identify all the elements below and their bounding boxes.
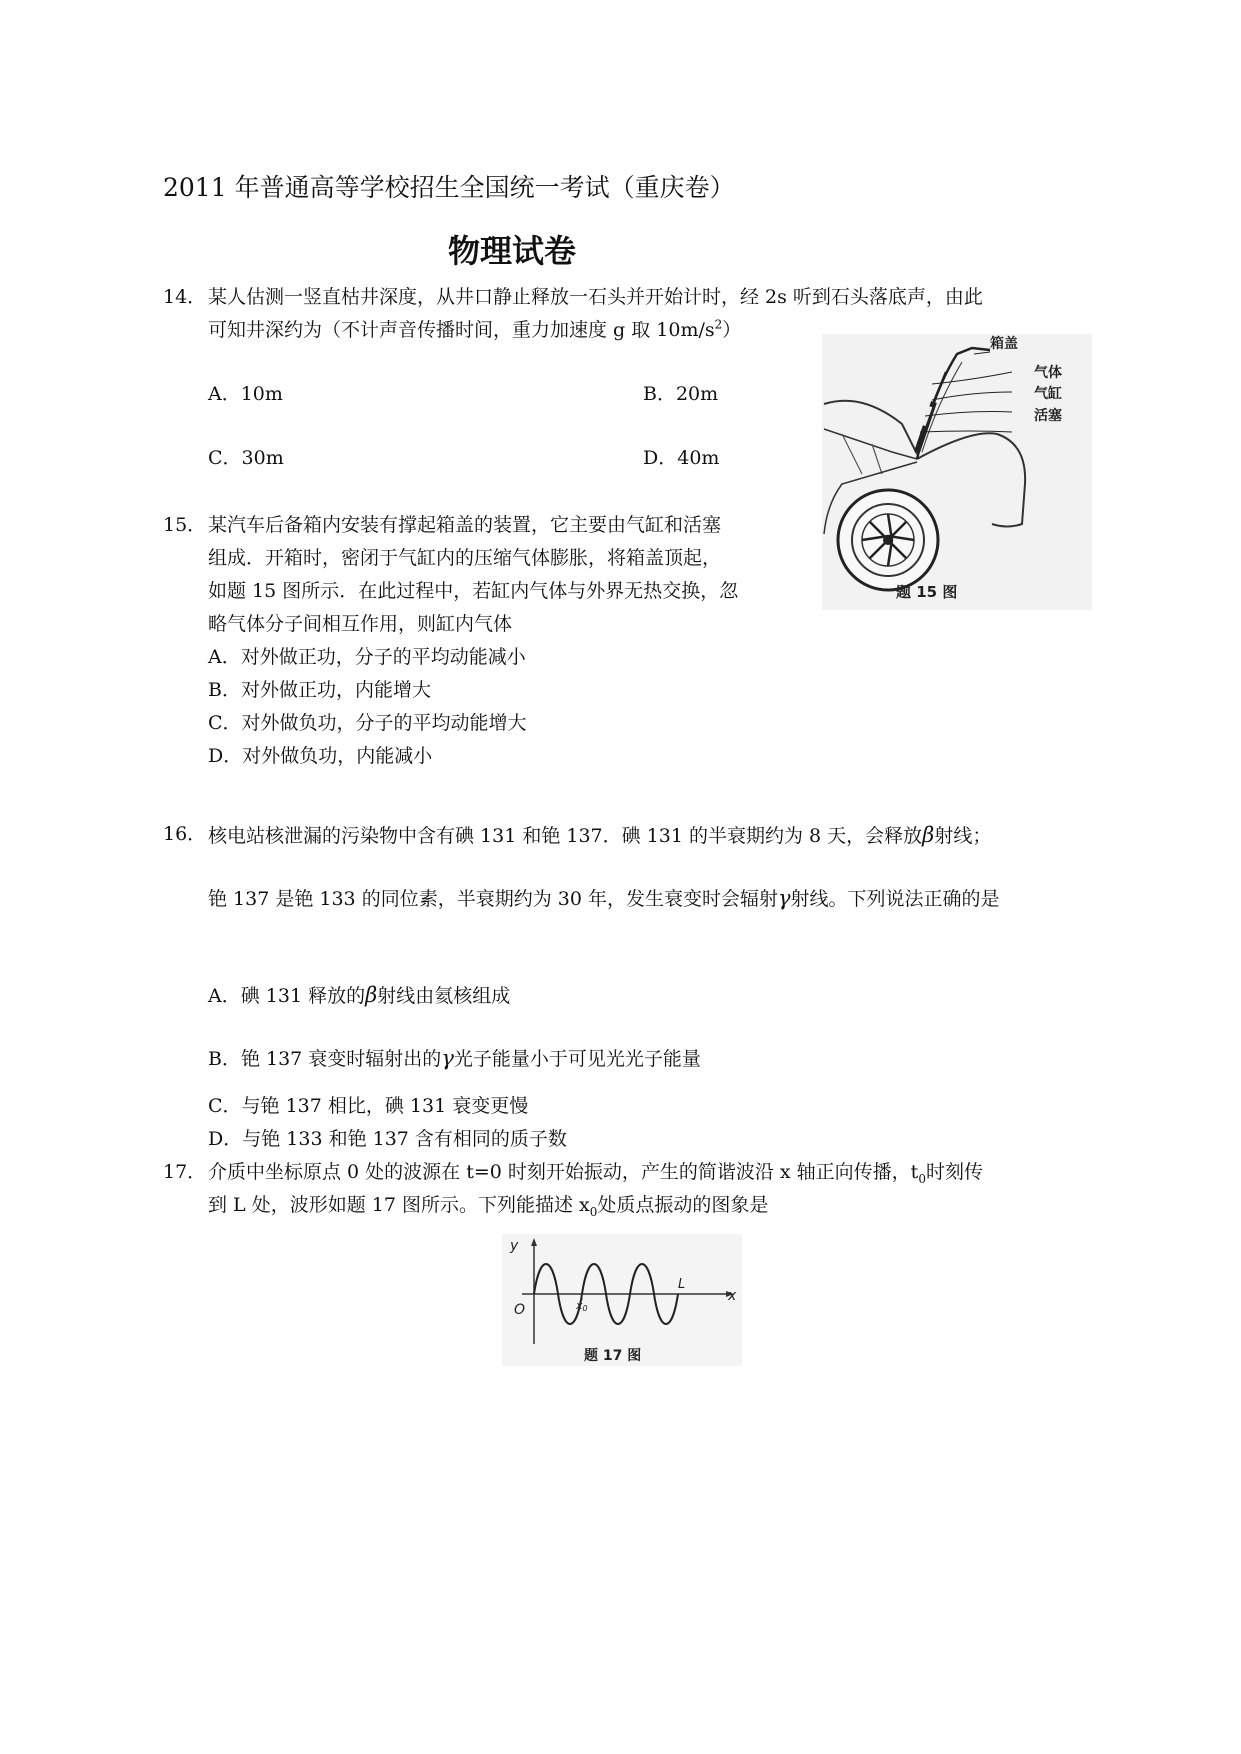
- q17-line2-end: 处质点振动的图象是: [597, 1194, 769, 1216]
- q14-option-b[interactable]: B．20m: [643, 383, 719, 405]
- figure-15-caption: 题 15 图: [896, 583, 958, 601]
- q16-line2: [208, 888, 1000, 909]
- figure-15-label-lid: 箱盖: [990, 336, 1018, 352]
- exam-title: 2011 年普通高等学校招生全国统一考试（重庆卷）: [163, 173, 735, 202]
- q16-line1-end: 射线；: [934, 825, 992, 847]
- q16-number: 16．: [163, 823, 207, 845]
- subject-title: 物理试卷: [448, 232, 577, 270]
- q16-option-a-end: 射线由氦核组成: [377, 985, 511, 1007]
- figure-17-drawing: [502, 1234, 742, 1366]
- q15-line3: 如题 15 图所示．在此过程中，若缸内气体与外界无热交换，忽: [208, 580, 739, 602]
- q15-option-b[interactable]: B．对外做正功，内能增大: [208, 679, 431, 701]
- q16-option-a[interactable]: [208, 985, 510, 1006]
- q17-line1-end: 时刻传: [925, 1161, 983, 1183]
- q15-option-a[interactable]: A．对外做正功，分子的平均动能减小: [208, 646, 526, 668]
- q14-option-c[interactable]: C．30m: [208, 447, 284, 469]
- figure-15-car-trunk: [822, 334, 1092, 610]
- q17-line2-subscript: 0: [589, 1204, 598, 1219]
- figure-17-wave: [502, 1234, 742, 1366]
- q16-option-b[interactable]: [208, 1048, 701, 1069]
- gamma-symbol: γ: [777, 886, 791, 910]
- q15-number: 15．: [163, 514, 207, 536]
- q14-option-d[interactable]: D．40m: [643, 447, 720, 469]
- figure-17-x0-subscript: 0: [582, 1304, 588, 1313]
- q15-option-d[interactable]: D．对外做负功，内能减小: [208, 745, 433, 767]
- figure-15-label-piston: 活塞: [1034, 408, 1062, 424]
- q14-line1: 某人估测一竖直枯井深度，从井口静止释放一石头并开始计时，经 2s 听到石头落底声，由此: [208, 286, 983, 308]
- beta-symbol: β: [922, 823, 935, 847]
- q17-line2: [208, 1194, 769, 1219]
- q17-number: 17．: [163, 1161, 207, 1183]
- figure-15-label-cylinder: 气缸: [1034, 386, 1062, 402]
- q16-option-d[interactable]: D．与铯 133 和铯 137 含有相同的质子数: [208, 1128, 567, 1150]
- q17-line1-subscript: 0: [918, 1171, 926, 1186]
- q14-line2-text: 可知井深约为（不计声音传播时间，重力加速度 g 取 10m/s: [208, 319, 715, 341]
- q16-line1-text: 核电站核泄漏的污染物中含有碘 131 和铯 137．碘 131 的半衰期约为 8 天，会释放: [208, 825, 923, 847]
- q16-line1: [208, 825, 991, 846]
- q15-option-c[interactable]: C．对外做负功，分子的平均动能增大: [208, 712, 527, 734]
- figure-17-x0-letter: x: [576, 1299, 583, 1312]
- figure-17-y-label: y: [510, 1238, 519, 1254]
- q17-line1-text: 介质中坐标原点 0 处的波源在 t=0 时刻开始振动，产生的简谐波沿 x 轴正向传播，t: [208, 1161, 919, 1183]
- figure-15-label-gas: 气体: [1034, 365, 1062, 381]
- q15-line1: 某汽车后备箱内安装有撑起箱盖的装置，它主要由气缸和活塞: [208, 514, 722, 536]
- q14-line2-end: ）: [722, 319, 742, 341]
- q14-option-a[interactable]: A．10m: [208, 383, 283, 405]
- beta-symbol: β: [365, 983, 378, 1007]
- q16-line2-end: 射线。下列说法正确的是: [790, 888, 1000, 910]
- figure-15-drawing: [822, 334, 1092, 610]
- q16-option-a-text: A．碘 131 释放的: [208, 985, 366, 1007]
- q16-option-b-text: B．铯 137 衰变时辐射出的: [208, 1048, 442, 1070]
- figure-17-caption: 题 17 图: [584, 1348, 642, 1364]
- q15-line4: 略气体分子间相互作用，则缸内气体: [208, 613, 513, 635]
- q16-line2-text: 铯 137 是铯 133 的同位素，半衰期约为 30 年，发生衰变时会辐射: [208, 888, 778, 910]
- q15-line2: 组成．开箱时，密闭于气缸内的压缩气体膨胀，将箱盖顶起，: [208, 547, 722, 569]
- figure-17-L-label: L: [678, 1277, 686, 1292]
- q14-number: 14．: [163, 286, 207, 308]
- q14-line2-superscript: 2: [714, 317, 723, 332]
- q17-line2-text: 到 L 处，波形如题 17 图所示。下列能描述 x: [208, 1194, 590, 1216]
- figure-17-origin-label: O: [514, 1302, 526, 1318]
- q16-option-c[interactable]: C．与铯 137 相比，碘 131 衰变更慢: [208, 1095, 529, 1117]
- figure-17-x-label: x: [728, 1288, 737, 1304]
- q16-option-b-end: 光子能量小于可见光光子能量: [453, 1048, 701, 1070]
- q17-line1: [208, 1161, 983, 1186]
- gamma-symbol: γ: [441, 1046, 454, 1070]
- q14-line2: [208, 317, 742, 341]
